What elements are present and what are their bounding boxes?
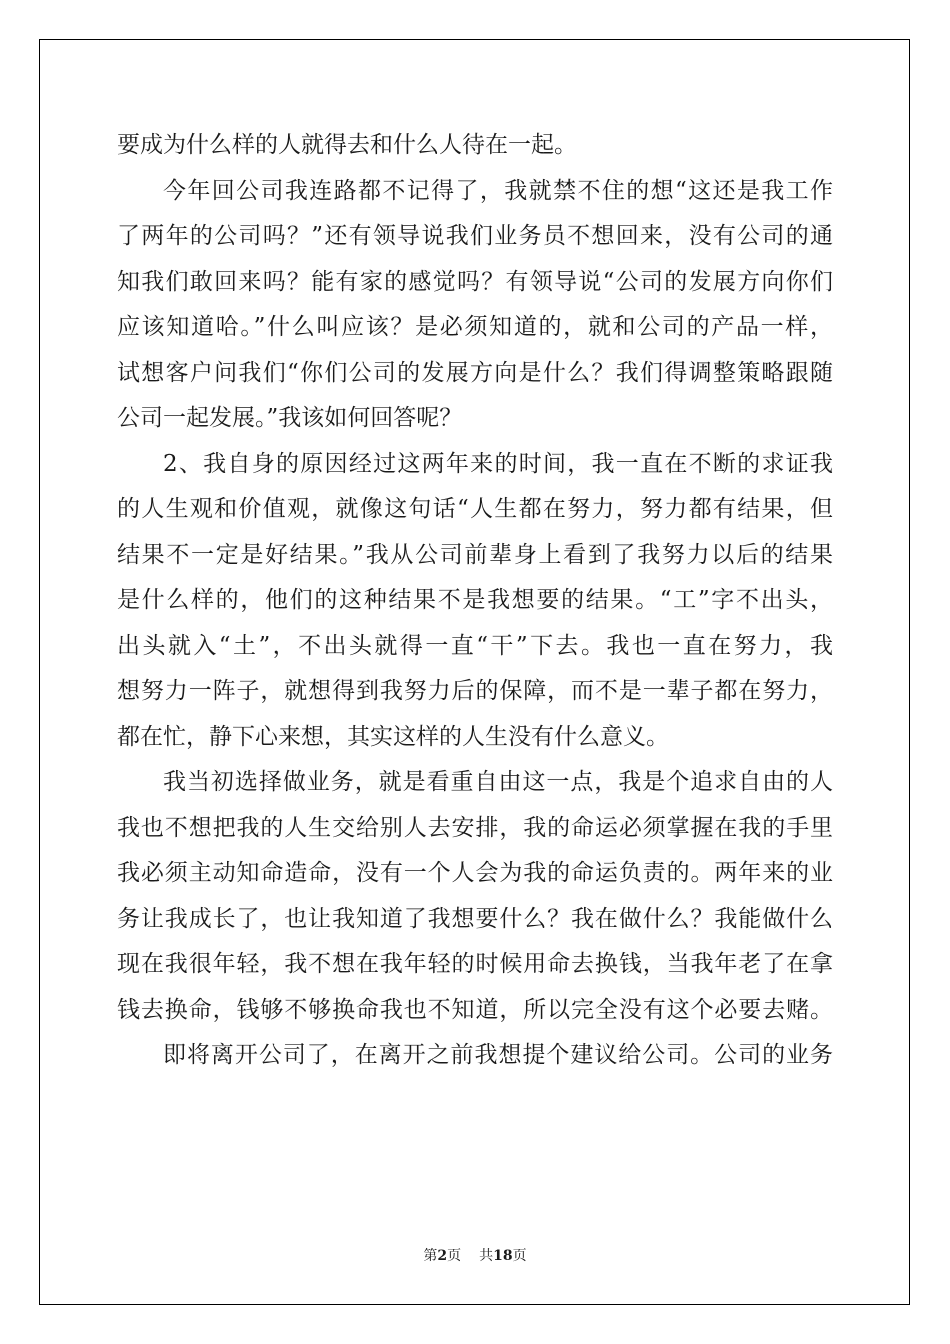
paragraph-line [117, 487, 833, 533]
total-prefix: 共 [479, 1248, 494, 1264]
line-text: 出头就入“土”，不出头就得一直“干”下去。我也一直在努力，我 [117, 632, 833, 659]
total-suffix: 页 [512, 1248, 527, 1264]
line-text: 的人生观和价值观，就像这句话“人生都在努力，努力都有结果，但 [117, 496, 833, 522]
line-text: 现在我很年轻，我不想在我年轻的时候用命去换钱，当我年老了在拿 [117, 951, 833, 977]
line-text: 公司一起发展。”我该如何回答呢？ [117, 405, 463, 431]
paragraph-line [117, 806, 833, 852]
paragraph-line [117, 260, 833, 306]
line-text: 我也不想把我的人生交给别人去安排，我的命运必须掌握在我的手里 [117, 814, 833, 841]
paragraph-line [117, 715, 833, 761]
page-number: 2 [437, 1248, 448, 1264]
paragraph-line [117, 214, 833, 260]
paragraph-line [117, 988, 833, 1034]
line-text: 了两年的公司吗？”还有领导说我们业务员不想回来，没有公司的通 [117, 223, 833, 249]
line-text: 想努力一阵子，就想得到我努力后的保障，而不是一辈子都在努力， [117, 678, 833, 704]
line-text: 结果不一定是好结果。”我从公司前辈身上看到了我努力以后的结果 [117, 541, 833, 568]
paragraph-line [117, 1033, 833, 1079]
line-text: 要成为什么样的人就得去和什么人待在一起。 [117, 132, 577, 158]
paragraph-line [117, 897, 833, 943]
line-text: 应该知道哈。”什么叫应该？是必须知道的，就和公司的产品一样， [117, 314, 833, 340]
line-text: 务让我成长了，也让我知道了我想要什么？我在做什么？我能做什么 [117, 905, 833, 932]
paragraph-line [117, 123, 833, 169]
line-text: 我当初选择做业务，就是看重自由这一点，我是个追求自由的人 [163, 769, 833, 795]
line-text: 今年回公司我连路都不记得了，我就禁不住的想“这还是我工作 [163, 177, 833, 204]
document-body [117, 123, 833, 1079]
paragraph-line [117, 942, 833, 988]
line-text: 试想客户问我们“你们公司的发展方向是什么？我们得调整策略跟随 [117, 359, 833, 386]
page-prefix: 第 [423, 1248, 438, 1264]
paragraph-line [117, 851, 833, 897]
paragraph-line [117, 305, 833, 351]
line-text: 我必须主动知命造命，没有一个人会为我的命运负责的。两年来的业 [117, 860, 833, 886]
paragraph-line [117, 624, 833, 670]
paragraph-line [117, 396, 833, 442]
page-footer [0, 1245, 950, 1265]
line-text: 知我们敢回来吗？能有家的感觉吗？有领导说“公司的发展方向你们 [117, 268, 833, 295]
line-text: 即将离开公司了，在离开之前我想提个建议给公司。公司的业务 [163, 1042, 833, 1068]
paragraph-line [117, 169, 833, 215]
paragraph-line [117, 442, 833, 488]
paragraph-line [117, 669, 833, 715]
line-text: 是什么样的，他们的这种结果不是我想要的结果。“工”字不出头， [117, 587, 833, 613]
paragraph-line [117, 351, 833, 397]
paragraph-line [117, 578, 833, 624]
total-pages: 18 [493, 1248, 513, 1264]
paragraph-line [117, 760, 833, 806]
line-text: 2、我自身的原因经过这两年来的时间，我一直在不断的求证我 [163, 450, 833, 477]
line-text: 都在忙，静下心来想，其实这样的人生没有什么意义。 [117, 723, 669, 750]
page-suffix: 页 [447, 1248, 462, 1264]
line-text: 钱去换命，钱够不够换命我也不知道，所以完全没有这个必要去赌。 [117, 996, 833, 1023]
paragraph-line [117, 533, 833, 579]
